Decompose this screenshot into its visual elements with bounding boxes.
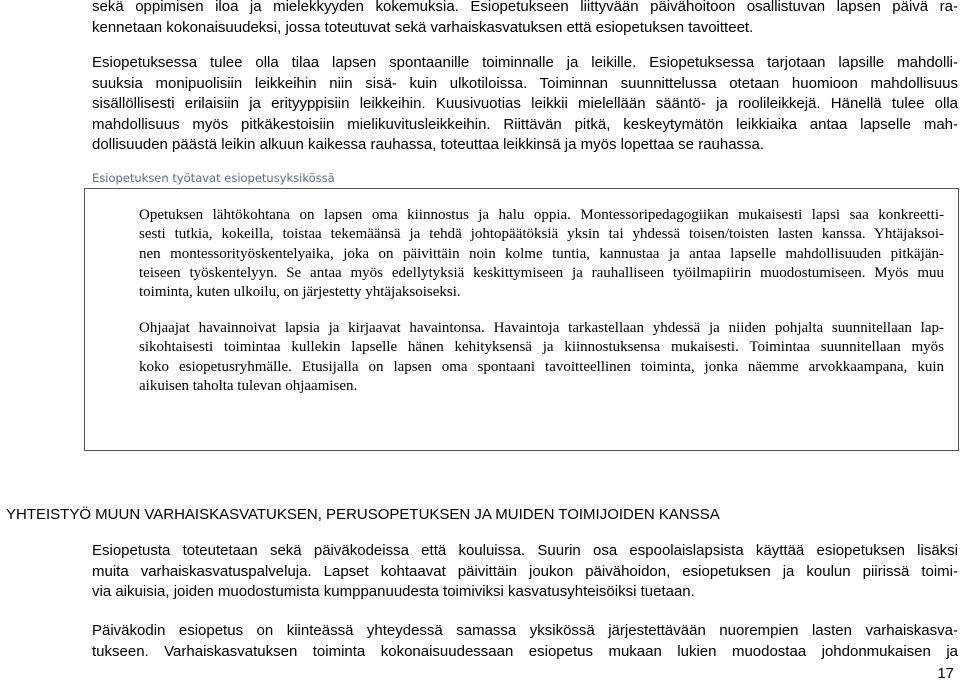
text-line: Päiväkodin esiopetus on kiinteässä yhteydessä samassa yksikössä järjestettävään nuorempien lasten varhaiskasva-: [92, 622, 958, 639]
text-line: tukseen. Varhaiskasvatuksen toiminta kokonaisuudessaan esiopetus mukaan lukien muodostaa johdonmukaisen ja: [92, 642, 958, 660]
text-line: Esiopetuksessa tulee olla tilaa lapsen spontaanille toiminnalle ja leikille. Esiopetuksessa tarjotaan lapsille mahdolli-: [92, 54, 958, 71]
text-line: Opetuksen lähtökohtana on lapsen oma kiinnostus ja halu oppia. Montessoripedagogiikan mukaisesti lapsi saa konkreetti-: [139, 207, 944, 223]
text-line: dollisuuden päästä leikin alkuun kaikessa rauhassa, toteuttaa leikkinsä ja myös lopettaa se rauhassa.: [92, 136, 765, 153]
box-paragraph-1: [139, 206, 944, 302]
cooperation-paragraph-2: [92, 621, 958, 662]
text-line: sesti tutkia, kokeilla, toistaa tekemäänsä ja tehdä johtopäätöksiä yksin tai yhdessä toisen/toisten lasten kanssa. Yhtäjaksoi-: [139, 226, 944, 243]
text-line: Esiopetusta toteutetaan sekä päiväkodeissa että kouluissa. Suurin osa espoolaislapsista käyttää esiopetuksen lisäksi: [92, 542, 958, 559]
text-line: via aikuisia, joiden muodostumista kumppanuudesta toimiviksi kasvatusyhteisöiksi tuetaan.: [92, 583, 695, 600]
text-line: Ohjaajat havainnoivat lapsia ja kirjaavat havaintonsa. Havaintoja tarkastellaan yhdessä ja niiden pohjalta suunnitellaan lap-: [139, 320, 944, 336]
text-line: toiminta, kuten ulkoilu, on järjestetty yhtäjaksoiseksi.: [139, 284, 461, 301]
text-line: mahdollisuus myös pitkäkestoisiin mielikuvitusleikkeihin. Riittävän pitkä, keskeytymätön leikkiaika antaa lapselle mah-: [92, 115, 958, 133]
text-line: teiseen työskentelyyn. Se antaa myös edellytyksiä keskittymiseen ja rauhalliseen työilmapiirin muodostumiseen. Myös muu: [139, 264, 944, 281]
box-paragraph-2: [139, 319, 944, 396]
play-paragraph: [92, 53, 958, 156]
cooperation-paragraph-1: [92, 541, 958, 603]
text-line: sisällöllisesti erilaisiin ja erityyppisiin leikkeihin. Kuusivuotias leikkii mielellään sääntö- ja roolileikkejä. Hänellä tulee olla: [92, 95, 958, 112]
section-heading: YHTEISTYÖ MUUN VARHAISKASVATUKSEN, PERUSOPETUKSEN JA MUIDEN TOIMIJOIDEN KANSSA: [6, 506, 720, 523]
text-line: suuksia monipuolisiin leikkeihin niin sisä- kuin ulkotiloissa. Toiminnan suunnittelussa otetaan huomioon mahdollisuus: [92, 74, 958, 92]
text-line: koko esiopetusryhmälle. Etusijalla on lapsen oma spontaani tavoitteellinen toiminta, jonka näemme arvokkaampana, kuin: [139, 358, 944, 375]
text-line: muita varhaiskasvatuspalveluja. Lapset kohtaavat päivittäin joukon päivähoidon, esiopetuksen ja koulun piirissä toimi-: [92, 562, 958, 580]
box-caption: Esiopetuksen työtavat esiopetusyksikössä: [92, 171, 335, 185]
intro-paragraph-1: [92, 0, 958, 38]
page-number: 17: [937, 665, 954, 682]
text-line: kennetaan kokonaisuudeksi, jossa toteutuvat sekä varhaiskasvatuksen että esiopetuksen tavoitteet.: [92, 18, 754, 36]
text-line: sikohtaisesti toimintaa kullekin lapselle hänen kehityksensä ja kiinnostuksensa mukaisesti. Toimintaa suunnitellaan myös: [139, 339, 944, 356]
text-line: sekä oppimisen iloa ja mielekkyyden kokemuksia. Esiopetukseen liittyvään päivähoitoon osallistuvan lapsen päivä ra-: [92, 0, 958, 15]
text-line: aikuisen taholta tulevan ohjaamisen.: [139, 377, 358, 394]
text-line: nen montessorityöskentelyaika, joka on päivittäin noin kolme tuntia, kannustaa ja antaa lapselle mahdollisuuden pitkäjän-: [139, 245, 944, 262]
